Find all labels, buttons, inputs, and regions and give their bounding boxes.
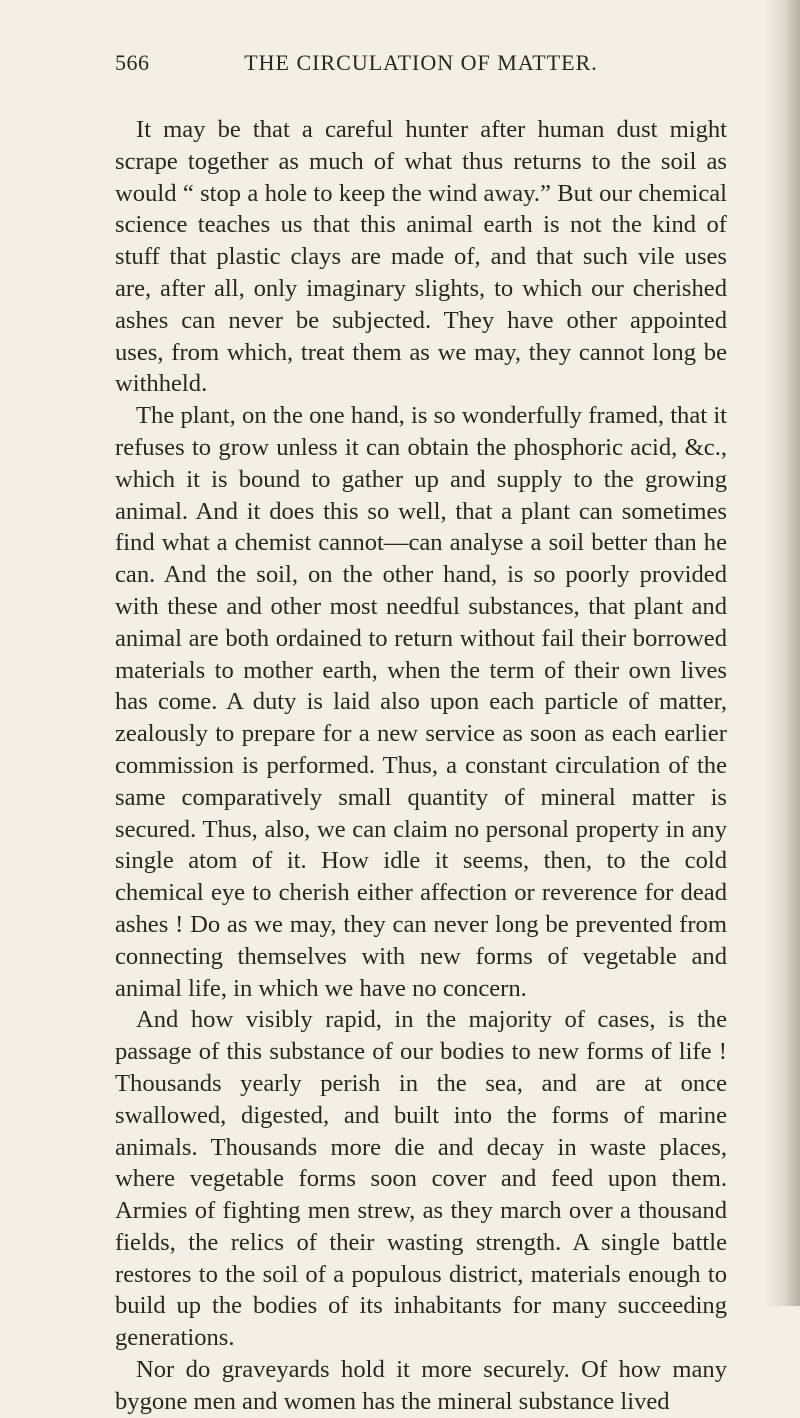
paragraph-3: And how visibly rapid, in the majority of cases, is the passage of this substance of our bodies to new forms of life ! Thousands yearly perish in the sea, and are at once swallowed, digested, and built into the forms of marine animals. Thousands more die and decay in waste places, where vegetable forms soon cover and feed upon them. Armies of fighting men strew, as they march over a thousand fields, the relics of their wasting strength. A single battle restores to the soil of a populous district, materials enough to build up the bodies of its inhabitants for many succeeding generations. — [115, 1006, 727, 1352]
paragraph-2: The plant, on the one hand, is so wonderfully framed, that it refuses to grow unless it can obtain the phosphoric acid, &c., which it is bound to gather up and supply to the growing animal. And it does this so well, that a plant can sometimes find what a chemist cannot—can analyse a soil better than he can. And the soil, on the other hand, is so poorly provided with these and other most needful substances, that plant and animal are both ordained to return without fail their borrowed materials to mother earth, when the term of their own lives has come. A duty is laid also upon each particle of matter, zealously to prepare for a new service as soon as each earlier commission is performed. Thus, a constant circulation of the same comparatively small quantity of mineral matter is secured. Thus, also, we can claim no personal property in any single atom of it. How idle it seems, then, to the cold chemical eye to cherish either affection or reverence for dead ashes ! Do as we may, they can never long be prevented from connecting themselves with new forms of vegetable and animal life, in which we have no concern. — [115, 402, 727, 1002]
running-title: THE CIRCULATION OF MATTER. — [244, 50, 598, 75]
page-number: 566 — [115, 50, 150, 75]
paragraph-4: Nor do graveyards hold it more securely. Of how many bygone men and women has the mineral substance lived — [115, 1356, 727, 1415]
page-edge-shadow — [764, 0, 800, 1306]
paragraph-1: It may be that a careful hunter after human dust might scrape together as much of what thus returns to the soil as would “ stop a hole to keep the wind away.” But our chemical science teaches us that this animal earth is not the kind of stuff that plastic clays are made of, and that such vile uses are, after all, only imaginary slights, to which our cherished ashes can never be subjected. They have other appointed uses, from which, treat them as we may, they cannot long be withheld. — [115, 116, 727, 398]
running-header — [115, 50, 727, 80]
body-text — [115, 114, 727, 1418]
